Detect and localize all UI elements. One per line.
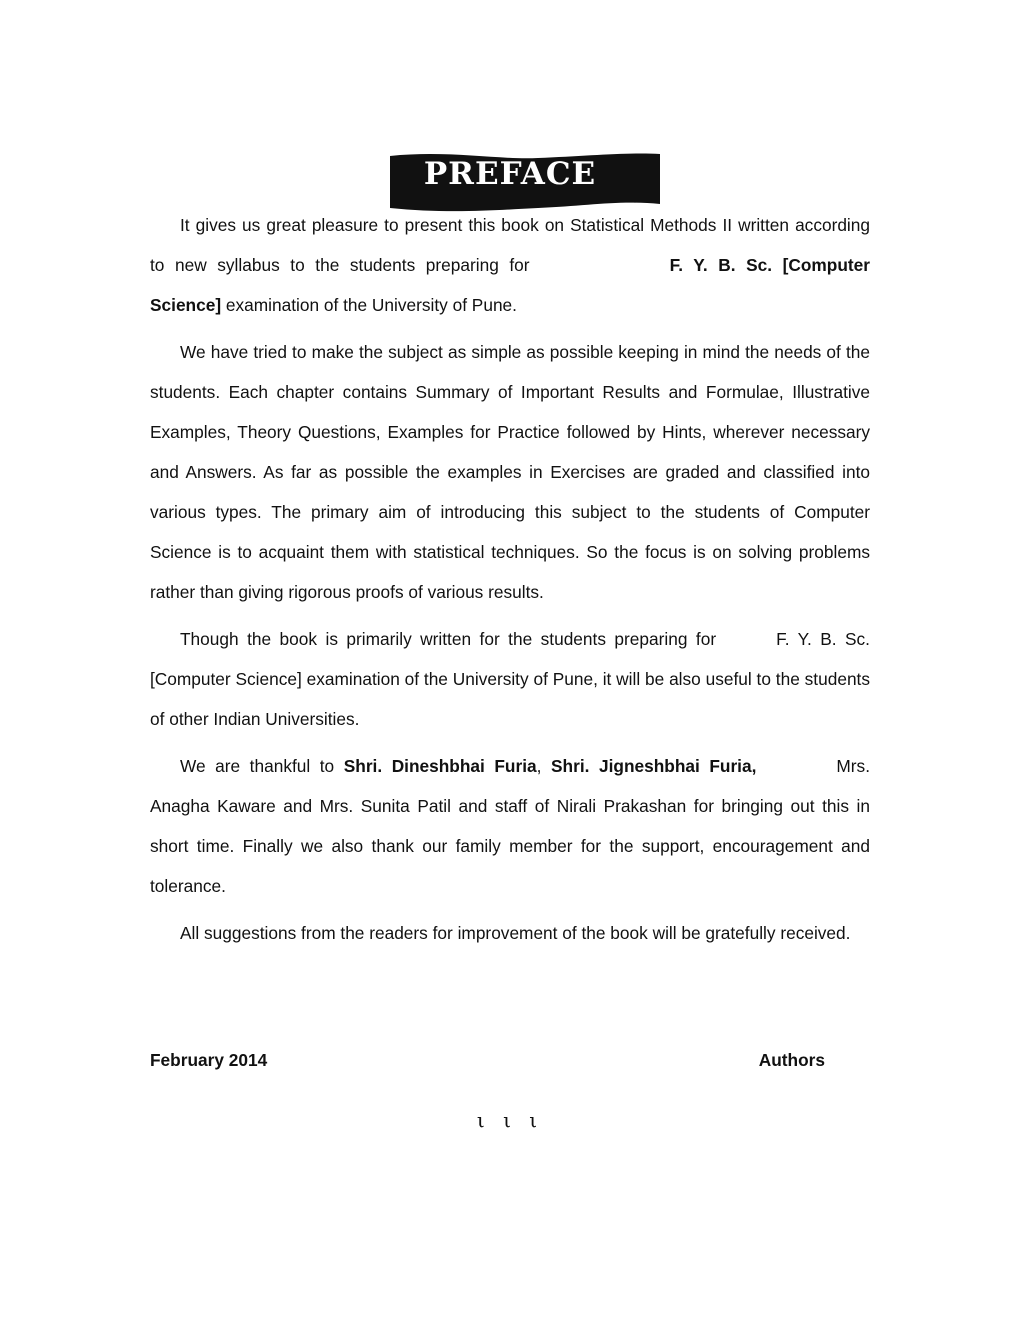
paragraph-intro [150,205,870,325]
usefulness-text-end: F. Y. B. Sc. [Computer Science] examination of the University of Pune, it will be also useful to the students of other Indian Universities. [150,629,870,729]
suggestions-text: All suggestions from the readers for improvement of the book will be gratefully received. [180,923,851,943]
page-number: ι ι ι [476,1108,544,1132]
thanks-separator: , [536,756,542,776]
signature-line [150,1040,825,1080]
page-title: PREFACE [423,156,597,192]
thanks-text: We are thankful to [180,756,335,776]
paragraph-thanks [150,746,870,906]
thanks-name-1: Shri. Dineshbhai Furia [343,756,537,776]
paragraph-approach [150,332,870,612]
intro-text: It gives us great pleasure to present this book on Statistical Methods II written according to new syllabus to the students preparing for [150,215,870,275]
approach-text: We have tried to make the subject as simple as possible keeping in mind the needs of the students. Each chapter contains Summary of Important Results and Formulae, Illustrative Examples, Theory Questions, Examples for Practice followed by Hints, wherever necessary and Answers. As far as possible the examples in Exercises are graded and classified into various types. The primary aim of introducing this subject to the students of Computer Science is to acquaint them with statistical techniques. So the focus is on solving problems rather than giving rigorous proofs of various results. [150,342,870,602]
thanks-text-end: Mrs. Anagha Kaware and Mrs. Sunita Patil and staff of Nirali Prakashan for bringing out this in short time. Finally we also thank our family member for the support, encouragement and tolerance. [150,756,870,896]
intro-text-end: examination of the University of Pune. [225,295,517,315]
course-name: F. Y. B. Sc. [Computer Science] [150,255,871,315]
paragraph-suggestions [150,913,870,953]
authors-signature: Authors [758,1050,825,1070]
preface-body [150,205,870,960]
preface-date: February 2014 [150,1050,268,1070]
usefulness-text: Though the book is primarily written for the students preparing for [180,629,717,649]
thanks-name-2: Shri. Jigneshbhai Furia, [551,756,757,776]
paragraph-usefulness [150,619,870,739]
